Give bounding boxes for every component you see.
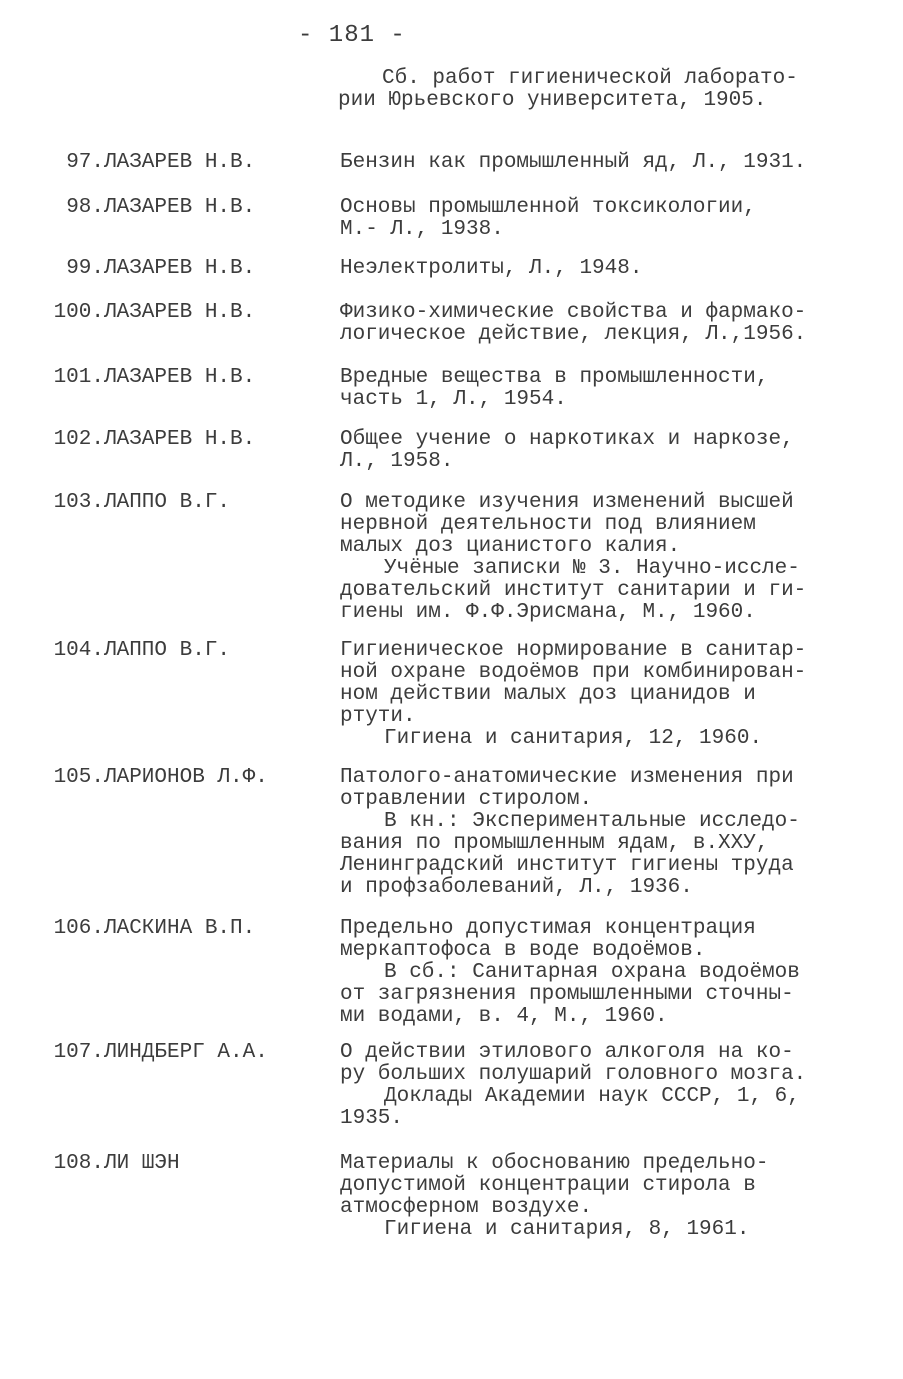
reference-line: О действии этилового алкоголя на ко-: [340, 1041, 794, 1064]
entry-author: [20, 429, 320, 451]
reference-line: Л., 1958.: [340, 450, 454, 473]
author-name: ЛАЗАРЕВ Н.В.: [104, 301, 256, 324]
reference-line: О методике изучения изменений высшей: [340, 491, 794, 514]
reference-line: Гигиеническое нормирование в санитар-: [340, 639, 807, 662]
reference-line: Предельно допустимая концентрация: [340, 917, 756, 940]
entry-reference: [340, 429, 880, 473]
entry-reference: [340, 492, 880, 624]
entry-reference: [340, 302, 880, 346]
entry-author: [20, 302, 320, 324]
reference-line: ртути.: [340, 705, 416, 728]
entry-author: [20, 767, 320, 789]
author-name: ЛАСКИНА В.П.: [104, 917, 256, 940]
reference-line: довательский институт санитарии и ги-: [340, 579, 807, 602]
entry-number: 106.: [53, 917, 104, 940]
author-name: ЛАРИОНОВ Л.Ф.: [104, 766, 268, 789]
reference-line: Неэлектролиты, Л., 1948.: [340, 257, 643, 280]
reference-line: М.- Л., 1938.: [340, 218, 504, 241]
author-name: ЛАППО В.Г.: [104, 639, 231, 662]
reference-line: 1935.: [340, 1107, 404, 1130]
reference-line: часть 1, Л., 1954.: [340, 388, 567, 411]
entry-number: 100.: [53, 301, 104, 324]
reference-line: Общее учение о наркотиках и наркозе,: [340, 428, 794, 451]
reference-line: и профзаболеваний, Л., 1936.: [340, 876, 693, 899]
entry-number: 98.: [66, 196, 104, 219]
reference-line: малых доз цианистого калия.: [340, 535, 681, 558]
reference-line: отравлении стиролом.: [340, 788, 593, 811]
entry-reference: [340, 1153, 880, 1241]
entry-number: 97.: [66, 151, 104, 174]
entry-reference: [340, 367, 880, 411]
reference-line: атмосферном воздухе.: [340, 1196, 593, 1219]
preamble-continuation: [338, 68, 878, 112]
reference-line: Гигиена и санитария, 8, 1961.: [384, 1218, 750, 1241]
author-name: ЛАЗАРЕВ Н.В.: [104, 428, 256, 451]
author-name: ЛАЗАРЕВ Н.В.: [104, 366, 256, 389]
reference-line: гиены им. Ф.Ф.Эрисмана, М., 1960.: [340, 601, 756, 624]
reference-line: Материалы к обоснованию предельно-: [340, 1152, 769, 1175]
entry-number: 104.: [53, 639, 104, 662]
reference-line: ной охране водоёмов при комбинирован-: [340, 661, 807, 684]
reference-line: логическое действие, лекция, Л.,1956.: [340, 323, 807, 346]
entry-author: [20, 492, 320, 514]
reference-line: ми водами, в. 4, М., 1960.: [340, 1005, 668, 1028]
entry-reference: [340, 152, 880, 174]
entry-author: [20, 152, 320, 174]
reference-line: Ленинградский институт гигиены труда: [340, 854, 794, 877]
entry-number: 101.: [53, 366, 104, 389]
entry-reference: [340, 640, 880, 750]
entry-reference: [340, 1042, 880, 1130]
reference-line: Гигиена и санитария, 12, 1960.: [384, 727, 763, 750]
preamble-line: рии Юрьевского университета, 1905.: [338, 89, 767, 112]
entry-reference: [340, 258, 880, 280]
reference-line: меркаптофоса в воде водоёмов.: [340, 939, 706, 962]
entry-number: 107.: [53, 1041, 104, 1064]
reference-line: допустимой концентрации стирола в: [340, 1174, 756, 1197]
author-name: ЛАЗАРЕВ Н.В.: [104, 151, 256, 174]
reference-line: В сб.: Санитарная охрана водоёмов: [384, 961, 800, 984]
reference-line: Доклады Академии наук СССР, 1, 6,: [384, 1085, 800, 1108]
entry-reference: [340, 197, 880, 241]
reference-line: Основы промышленной токсикологии,: [340, 196, 756, 219]
preamble-line: Сб. работ гигиенической лаборато-: [382, 67, 798, 90]
reference-line: Бензин как промышленный яд, Л., 1931.: [340, 151, 807, 174]
entry-reference: [340, 767, 880, 899]
reference-line: Физико-химические свойства и фармако-: [340, 301, 807, 324]
reference-line: ру больших полушарий головного мозга.: [340, 1063, 807, 1086]
reference-line: Учёные записки № 3. Научно-иссле-: [384, 557, 800, 580]
author-name: ЛАЗАРЕВ Н.В.: [104, 257, 256, 280]
entry-author: [20, 197, 320, 219]
entry-author: [20, 640, 320, 662]
author-name: ЛАППО В.Г.: [104, 491, 231, 514]
author-name: ЛАЗАРЕВ Н.В.: [104, 196, 256, 219]
entry-author: [20, 1042, 320, 1064]
entry-author: [20, 367, 320, 389]
entry-author: [20, 918, 320, 940]
entry-author: [20, 258, 320, 280]
entry-number: 103.: [53, 491, 104, 514]
reference-line: Вредные вещества в промышленности,: [340, 366, 769, 389]
page-number: - 181 -: [298, 22, 406, 49]
reference-line: Патолого-анатомические изменения при: [340, 766, 794, 789]
reference-line: В кн.: Экспериментальные исследо-: [384, 810, 800, 833]
entry-author: [20, 1153, 320, 1175]
reference-line: ном действии малых доз цианидов и: [340, 683, 756, 706]
entry-number: 108.: [53, 1152, 104, 1175]
reference-line: от загрязнения промышленными сточны-: [340, 983, 794, 1006]
entry-number: 99.: [66, 257, 104, 280]
reference-line: нервной деятельности под влиянием: [340, 513, 756, 536]
reference-line: вания по промышленным ядам, в.XXУ,: [340, 832, 769, 855]
entry-number: 105.: [53, 766, 104, 789]
entry-reference: [340, 918, 880, 1028]
author-name: ЛИНДБЕРГ А.А.: [104, 1041, 268, 1064]
author-name: ЛИ ШЭН: [104, 1152, 180, 1175]
entry-number: 102.: [53, 428, 104, 451]
